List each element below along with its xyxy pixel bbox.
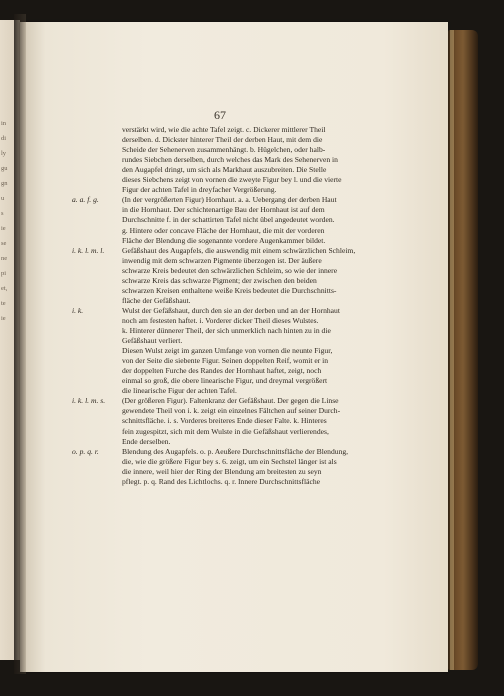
text-line: Ende derselben. [122, 436, 171, 446]
left-page-fragment: et, [1, 285, 8, 292]
left-page-fragment: ie [1, 315, 6, 322]
left-page-fragment: s [1, 210, 4, 217]
text-line: Figur der achten Tafel in dreyfacher Vergrößerung. [122, 185, 277, 195]
text-line: rundes Siebchen derselben, durch welches das Mark des Sehenerven in [122, 155, 338, 165]
text-line: Diesen Wulst zeigt im ganzen Umfange von vornen die neunte Figur, [122, 346, 333, 356]
text-line: Gefäßshaut verliert. [122, 336, 183, 346]
text-line: Wulst der Gefäßshaut, durch den sie an der derben und an der Hornhaut [122, 305, 340, 315]
text-line: noch am festesten haftet. i. Vorderer dicker Theil dieses Wulstes. [122, 315, 319, 325]
text-line: Durchschnitte f. in der schattirten Tafel nicht übel angedeutet worden. [122, 215, 335, 225]
text-line: schnittsfläche. i. s. Vorderes breiteres Ende dieser Falte. k. Hinteres [122, 416, 327, 426]
text-line: die, wie die größere Figur bey s. 6. zeigt, um ein Sechstel länger ist als [122, 456, 337, 466]
text-line: einmal so groß, die obere linearische Figur, und dreymal vergrößert [122, 376, 328, 386]
text-line: fein zugespitzt, sich mit dem Wulste in die Gefäßshaut verlierendes, [122, 426, 329, 436]
left-page-fragment: gn [1, 180, 8, 187]
left-page-fragment: di [1, 135, 7, 142]
left-page-fragment: in [1, 120, 7, 127]
left-page-fragment: pi [1, 270, 7, 277]
text-line: Fläche der Blendung die sogenannte vordere Augenkammer bildet. [122, 235, 326, 245]
entry-label: a. a. f. g. [72, 195, 99, 205]
left-page-fragment: ly [1, 150, 7, 157]
text-line: der doppelten Furche des Randes der Hornhaut haftet, zeigt, noch [122, 366, 322, 376]
text-line: derselben. d. Dickster hinterer Theil der derben Haut, mit dem die [122, 135, 323, 145]
text-line: Blendung des Augapfels. o. p. Aeußere Durchschnittsfläche der Blendung, [122, 446, 349, 456]
page-number: 67 [214, 108, 226, 122]
text-line: (In der vergrößerten Figur) Hornhaut. a. a. Uebergang der derben Haut [122, 195, 337, 205]
text-line: (Der größeren Figur). Faltenkranz der Gefäßshaut. Der gegen die Linse [122, 396, 339, 406]
text-line: g. Hintere oder concave Fläche der Hornhaut, die mit der vorderen [122, 225, 325, 235]
text-line: gewendete Theil von i. k. zeigt ein einzelnes Fältchen auf seiner Durch- [122, 406, 341, 416]
text-line: k. Hinterer dünnerer Theil, der sich unmerklich nach hinten zu in die [122, 326, 331, 335]
text-line: Gefäßshaut des Augapfels, die auswendig mit einem schwärzlichen Schleim, [122, 245, 356, 255]
book-gutter [14, 14, 26, 674]
entry-label: i. k. [72, 305, 84, 315]
text-line: in die Hornhaut. Der schichtenartige Bau der Hornhaut ist auf dem [122, 205, 325, 215]
entry-label: i. k. l. m. s. [72, 396, 106, 406]
text-line: dieses Siebchens zeigt von vornen die zweyte Figur bey l. und die vierte [122, 175, 342, 185]
entry-label: o. p. q. r. [72, 446, 99, 456]
text-line: den Augapfel dringt, um sich als Markhaut auszubreiten. Die Stelle [122, 165, 327, 175]
left-page-fragment: u [1, 195, 5, 202]
left-page-fragment: ie [1, 225, 6, 232]
book-cover-edge [448, 30, 478, 670]
left-page-fragment: ne [1, 255, 8, 262]
left-page-fragment: te [1, 300, 6, 307]
text-line: inwendig mit dem schwarzen Pigmente überzogen ist. Der äußere [122, 255, 322, 265]
text-line: schwarze Kreis das schwarze Pigment; der zwischen den beiden [122, 275, 317, 285]
entry-label: i. k. l. m. l. [72, 245, 105, 255]
left-page-fragment: gu [1, 165, 8, 172]
text-line: von der Seite die siebente Figur. Seinen doppelten Reif, womit er in [122, 356, 329, 366]
text-line: pflegt. p. q. Rand des Lichtlochs. q. r. Innere Durchschnittsfläche [122, 476, 321, 486]
text-line: die linearische Figur der achten Tafel. [122, 386, 237, 396]
left-page-fragment: se [1, 240, 7, 247]
text-line: die innere, weil hier der Ring der Blendung am breitesten zu seyn [122, 466, 322, 476]
text-line: fläche der Gefäßshaut. [122, 295, 191, 305]
text-line: Scheide der Sehenerven zusammenhängt. b. Hügelchen, oder halb- [122, 145, 326, 155]
text-line: verstärkt wird, wie die achte Tafel zeigt. c. Dickerer mittlerer Theil [122, 125, 326, 134]
text-line: schwarze Kreis bedeutet den schwärzlichen Schleim, so wie der innere [122, 265, 338, 275]
text-line: schwarzen Kreisen enthaltene weiße Kreis bedeutet die Durchschnitts- [122, 285, 337, 295]
